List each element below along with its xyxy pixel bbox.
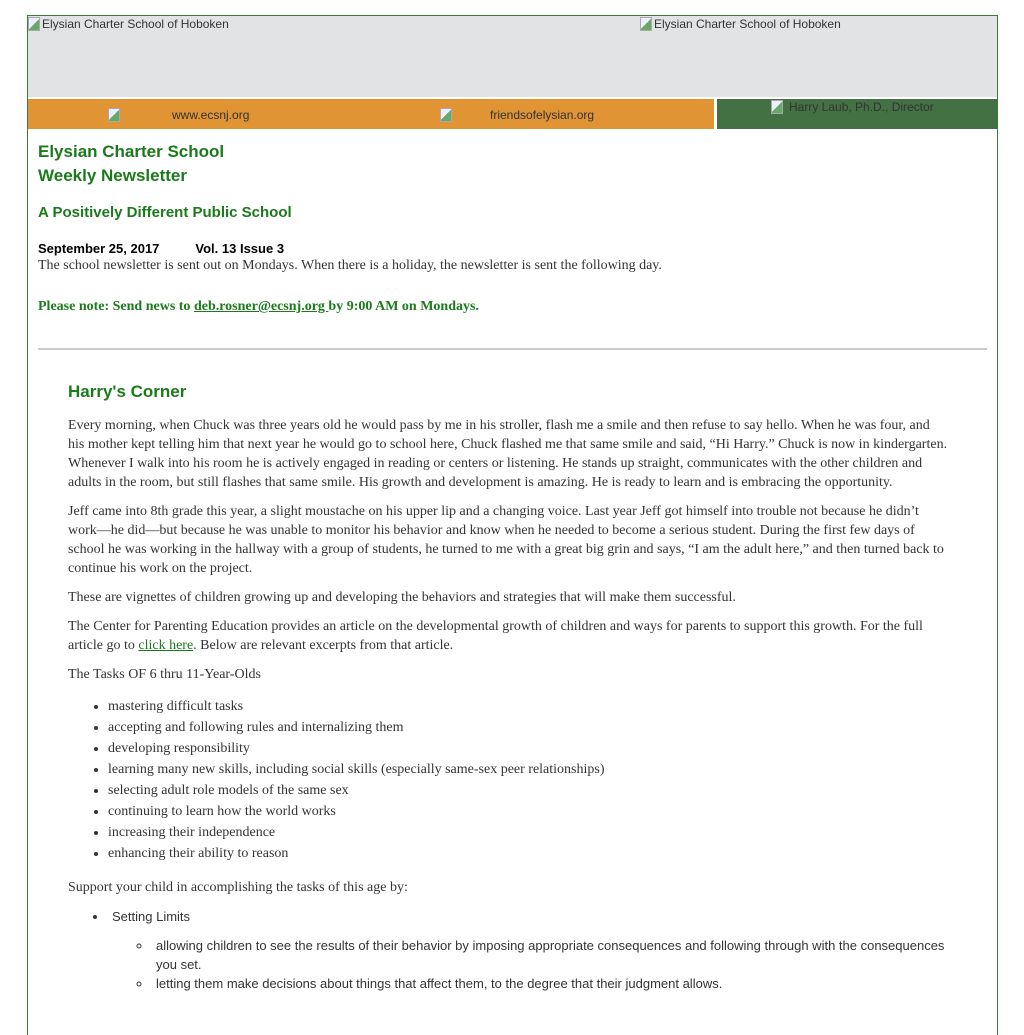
schedule-text: The school newsletter is sent out on Mondays. When there is a holiday, the newsletter is sent the following day.	[38, 258, 662, 273]
list-item: • developing responsibility	[108, 738, 948, 759]
issue-volume: Vol. 13 Issue 3	[195, 241, 285, 256]
banner-alt-text: Elysian Charter School of Hoboken	[42, 17, 229, 31]
article-paragraph: Every morning, when Chuck was three years old he would pass by me in his stroller, flash me a smile and then refuse to say hello. When he was four, and his mother kept telling him that next year he would go to school here, Chuck flashed me that same smile and said, “Hi Harry.” Chuck is now in kindergarten. Whenever I walk into his room he is actively engaged in reading or centers or listening. He stands up straight, communicates with the other children and adults in the room, but still flashes that same smile. His growth and development is amazing. He is ready to learn and is embracing the opportunity.	[68, 418, 948, 490]
support-label: Setting Limits	[112, 909, 191, 924]
title-line-2: Weekly Newsletter	[38, 166, 187, 185]
list-item: • enhancing their ability to reason	[108, 843, 948, 864]
divider	[38, 348, 987, 350]
list-item: • continuing to learn how the world works	[108, 801, 948, 822]
issue-date: September 25, 2017	[38, 241, 160, 256]
harrys-corner-article	[68, 382, 948, 993]
list-item: • selecting adult role models of the same sex	[108, 780, 948, 801]
tasks-list	[68, 696, 948, 864]
paragraph-text: . Below are relevant excerpts from that article.	[193, 638, 454, 653]
issue-info	[38, 241, 988, 256]
banner-alt-text: Elysian Charter School of Hoboken	[654, 17, 841, 31]
article-paragraph: Jeff came into 8th grade this year, a slight moustache on his upper lip and a changing voice. Last year Jeff got himself into trouble not because he didn’t work—he did—but because he was unable to monitor his behavior and know when he needed to become a serious student. During the first few days of school he was working in the hallway with a group of students, he turned to me with a great big grin and says, “I am the adult here,” and then turned back to continue his work on the project.	[68, 504, 944, 576]
article-title: Harry's Corner	[68, 382, 187, 401]
list-item: ◦ letting them make decisions about things that affect them, to the degree that their judgment allows.	[152, 974, 948, 993]
broken-image-icon	[108, 108, 120, 122]
sub-list	[112, 936, 948, 993]
link-label[interactable]: www.ecsnj.org	[172, 108, 250, 122]
broken-image-icon	[28, 17, 40, 31]
email-link[interactable]: deb.rosner@ecsnj.org	[193, 299, 329, 314]
list-item: • mastering difficult tasks	[108, 696, 948, 717]
note-text: Please note: Send news to	[38, 299, 194, 314]
director-bar	[717, 99, 997, 129]
director-image	[771, 100, 934, 114]
director-alt-text: Harry Laub, Ph.D., Director	[789, 100, 934, 114]
newsletter	[27, 15, 998, 1035]
banner-image-right	[640, 17, 841, 31]
submission-note	[38, 297, 988, 316]
broken-image-icon	[771, 100, 783, 114]
link-ecsnj[interactable]	[108, 108, 249, 122]
list-item: • accepting and following rules and internalizing them	[108, 717, 948, 738]
list-item: ◦ allowing children to see the results of their behavior by imposing appropriate consequences and following through with the consequences you set.	[152, 936, 948, 974]
link-bar	[28, 99, 714, 129]
newsletter-title	[38, 140, 988, 188]
tagline: A Positively Different Public School	[38, 204, 292, 221]
list-item: • increasing their independence	[108, 822, 948, 843]
support-list	[68, 909, 948, 993]
list-item: • learning many new skills, including social skills (especially same-sex peer relationships)	[108, 759, 948, 780]
link-label[interactable]: friendsofelysian.org	[490, 108, 595, 122]
list-item	[108, 909, 948, 993]
article-paragraph	[68, 617, 948, 655]
note-text: by 9:00 AM on Mondays.	[328, 299, 479, 314]
broken-image-icon	[640, 17, 652, 31]
main-content	[38, 140, 988, 993]
title-line-1: Elysian Charter School	[38, 142, 225, 161]
banner-image-left	[28, 17, 229, 31]
article-paragraph: These are vignettes of children growing up and developing the behaviors and strategies that will make them successful.	[68, 590, 736, 605]
paragraph-text: The Center for Parenting Education provides an article on the developmental growth of children and ways for parents to support this growth. For the full article go to	[68, 619, 923, 653]
link-friends[interactable]	[440, 108, 594, 122]
tasks-title: The Tasks OF 6 thru 11-Year-Olds	[68, 667, 261, 682]
click-here-link[interactable]: click here	[138, 638, 194, 653]
banner	[28, 16, 997, 97]
support-title: Support your child in accomplishing the tasks of this age by:	[68, 880, 408, 895]
broken-image-icon	[440, 108, 452, 122]
